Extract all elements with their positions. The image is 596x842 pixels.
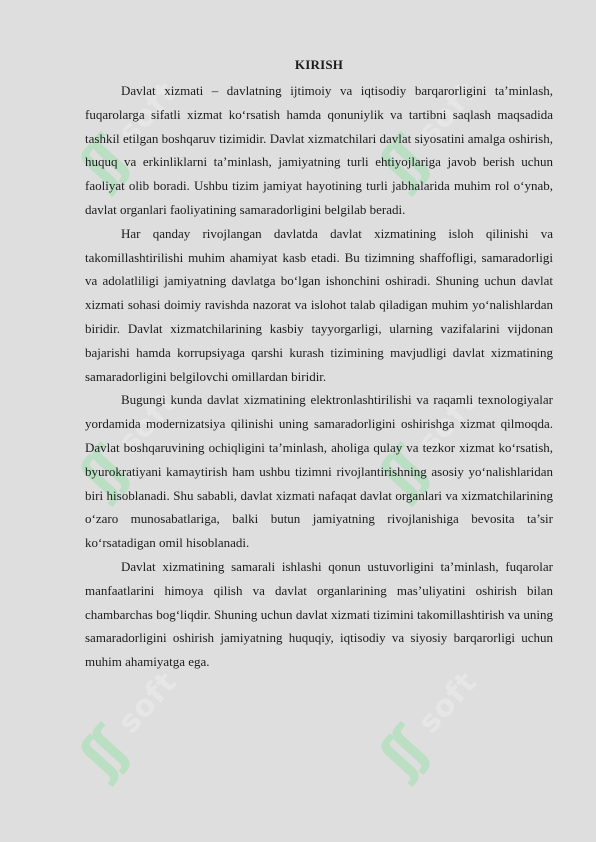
paragraph: Davlat xizmati – davlatning ijtimoiy va iqtisodiy barqarorligini ta’minlash, fuqarolarga sifatli xizmat ko‘rsatish hamda qonuniylik va tartibni saqlash maqsadida tashkil etilgan boshqaruv tizimidir. Davlat xizmatchilari davlat siyosatini amalga oshirish, huquq va erkinliklarni ta’minlash, jamiyatning turli ehtiyojlariga javob berish uchun faoliyat olib boradi. Ushbu tizim jamiyat hayotining turli jabhalarida muhim rol o‘ynab, davlat organlari faoliyatining samaradorligini belgilab beradi.: [85, 83, 553, 217]
watermark-mark: ʃʃ: [67, 440, 137, 507]
watermark-word: soft: [411, 664, 485, 741]
watermark-word: soft: [111, 74, 185, 151]
document-body: [85, 57, 553, 674]
watermark-mark: ʃʃ: [367, 720, 437, 787]
paragraph: Bugungi kunda davlat xizmatining elektronlashtirilishi va raqamli texnologiyalar yordamida modernizatsiya qilinishi uning samaradorligini oshirishga xizmat qilmoqda. Davlat boshqaruvining ochiqligini ta’minlash, aholiga qulay va tezkor xizmat ko‘rsatish, byurokratiyani kamaytirish ham ushbu tizimni rivojlantirishning asosiy yo‘nalishlaridan biri hisoblanadi. Shu sababli, davlat xizmati nafaqat davlat organlari va xizmatchilarining o‘zaro munosabatlariga, balki butun jamiyatning rivojlanishiga bevosita ta’sir ko‘rsatadigan omil hisoblanadi.: [85, 392, 553, 551]
watermark-mark: ʃʃ: [67, 720, 137, 787]
watermark-word: soft: [111, 664, 185, 741]
watermark-word: soft: [411, 384, 485, 461]
watermark-mark: ʃʃ: [367, 130, 437, 197]
paragraph: Har qanday rivojlangan davlatda davlat xizmatining isloh qilinishi va takomillashtirilishi muhim ahamiyat kasb etadi. Bu tizimning shaffofligi, samaradorligi va adolatliligi jamiyatning davlatga bo‘lgan ishonchini oshiradi. Shuning uchun davlat xizmati sohasi doimiy ravishda nazorat va islohot talab qiladigan muhim yo‘nalishlardan biridir. Davlat xizmatchilarining kasbiy tayyorgarligi, ularning vazifalarini vijdonan bajarishi hamda korrupsiyaga qarshi kurash tizimining mavjudligi davlat xizmatining samaradorligini belgilovchi omillardan biridir.: [85, 225, 553, 384]
paragraph: Davlat xizmatining samarali ishlashi qonun ustuvorligini ta’minlash, fuqarolar manfaatlarini himoya qilish va davlat organlarining mas’uliyatini oshirish bilan chambarchas bog‘liqdir. Shuning uchun davlat xizmati tizimini takomillashtirish va uning samaradorligini oshirish jamiyatning huquqiy, iqtisodiy va siyosiy barqarorligi uchun muhim ahamiyatga ega.: [85, 558, 553, 670]
watermark-mark: ʃʃ: [367, 440, 437, 507]
watermark-word: soft: [411, 74, 485, 151]
watermark-mark: ʃʃ: [67, 130, 137, 197]
watermark-word: soft: [111, 384, 185, 461]
page-title: KIRISH: [294, 57, 344, 72]
